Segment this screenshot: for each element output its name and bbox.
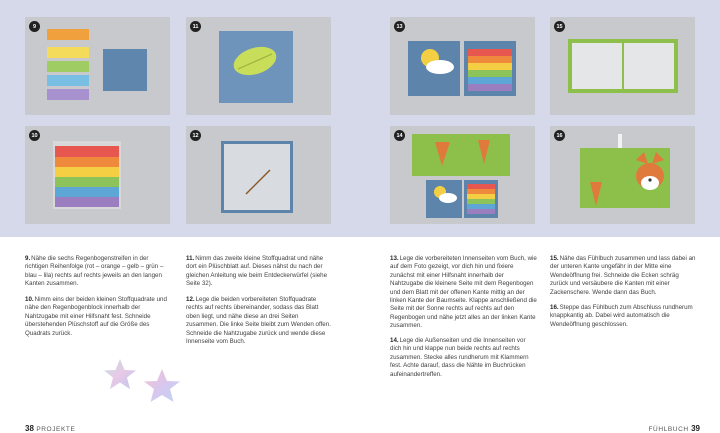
step-text: Lege die Außenseiten und die Innenseiten vor dich hin und klappe nun beide rechts auf rechts zusammen. Stecke alles rundherum mit Klammern fest. Achte darauf, dass die Nähte im Buchrücken aufeinandertreffen. xyxy=(390,337,529,378)
step-number: 15. xyxy=(550,255,559,262)
photo-step-16 xyxy=(550,126,695,224)
section-label-right: FÜHLBUCH xyxy=(648,426,689,433)
photo-step-14 xyxy=(390,126,535,224)
photo-step-10 xyxy=(25,126,170,224)
step-number-badge: 11 xyxy=(190,21,201,32)
step-16 xyxy=(550,304,696,329)
step-text: Lege die vorbereiteten Innenseiten vom Buch, wie auf dem Foto gezeigt, vor dich hin und fixiere zunächst mit einer Hilfsnaht innerhalb der Nahtzugabe die kleinere Seite mit dem Regenbogen und dem Blatt mit der offenen Kante mittig an der linken Kante der Baumseite. Klappe anschließend die Seite mit der Sonne rechts auf rechts auf den Regenbogen und nähe jetzt alles an der linken Kante zusammen. xyxy=(390,255,537,330)
stacked-pages-illustration xyxy=(390,126,535,224)
step-number: 11. xyxy=(186,255,195,262)
step-text: Nimm das zweite kleine Stoffquadrat und nähe dort ein Plüschblatt auf. Dieses nähst du nach der gleichen Anleitung wie beim Entdeckerwürfel (siehe Seite 32). xyxy=(186,255,328,288)
step-10 xyxy=(25,296,171,338)
page-number-right: 39 xyxy=(691,424,700,433)
step-number-badge: 10 xyxy=(29,130,40,141)
footer-right xyxy=(648,424,700,433)
photo-step-12 xyxy=(186,126,331,224)
photo-step-9 xyxy=(25,17,170,115)
page-number-left: 38 xyxy=(25,424,34,433)
step-11 xyxy=(186,255,332,289)
step-14 xyxy=(390,337,538,379)
footer-left xyxy=(25,424,75,433)
open-book-illustration xyxy=(550,17,695,115)
step-number-badge: 14 xyxy=(394,130,405,141)
step-number-badge: 12 xyxy=(190,130,201,141)
sun-and-rainbow-pages-illustration xyxy=(390,17,535,115)
photo-step-15 xyxy=(550,17,695,115)
step-text: Lege die beiden vorbereiteten Stoffquadrate rechts auf rechts übereinander, sodass das Blatt oben liegt, und nähe diese an drei Seiten zusammen. Die linke Seite bleibt zum Wenden offen. Schneide die Nahtzugabe zurück und wende diese Innenseite vom Buch. xyxy=(186,296,331,346)
step-number: 9. xyxy=(25,255,31,262)
step-number: 10. xyxy=(25,296,34,303)
photo-step-13 xyxy=(390,17,535,115)
step-number-badge: 9 xyxy=(29,21,40,32)
star-icon xyxy=(144,369,180,402)
step-13 xyxy=(390,255,538,331)
step-number: 13. xyxy=(390,255,399,262)
step-text: Nimm eins der beiden kleinen Stoffquadrate und nähe den Regenbogenblock innerhalb der Nahtzugabe mit einer Hilfsnaht fest. Schneide überstehenden Plüschstoff auf die Größe des Quadrats zurück. xyxy=(25,296,167,337)
finished-fox-book-illustration xyxy=(550,126,695,224)
step-number-badge: 15 xyxy=(554,21,565,32)
step-12 xyxy=(186,296,332,346)
plush-square-illustration xyxy=(186,126,331,224)
step-text: Nähe das Fühlbuch zusammen und lass dabei an der unteren Kante ungefähr in der Mitte eine Wendeöffnung frei. Schneide die Ecken schräg zurück und versäubere die Kanten mit einer Zackenschere. Wende dann das Buch. xyxy=(550,255,696,296)
leaf-on-fabric-illustration xyxy=(186,17,331,115)
photo-step-11 xyxy=(186,17,331,115)
rainbow-block-illustration xyxy=(25,126,170,224)
step-15 xyxy=(550,255,696,297)
step-number: 12. xyxy=(186,296,195,303)
step-text: Nähe die sechs Regenbogenstreifen in der richtigen Reihenfolge (rot – orange – gelb – grün – blau – lila) rechts auf rechts jeweils an den langen Kanten zusammen. xyxy=(25,255,164,288)
star-icon xyxy=(104,359,136,389)
section-label-left: PROJEKTE xyxy=(36,426,76,433)
step-9 xyxy=(25,255,171,289)
decorative-stars xyxy=(100,355,195,410)
step-text: Steppe das Fühlbuch zum Abschluss rundherum knappkantig ab. Dabei wird automatisch die Wendeöffnung geschlossen. xyxy=(550,304,693,328)
step-number-badge: 16 xyxy=(554,130,565,141)
step-number: 16. xyxy=(550,304,559,311)
rainbow-strips-illustration xyxy=(25,17,170,115)
step-number: 14. xyxy=(390,337,399,344)
step-number-badge: 13 xyxy=(394,21,405,32)
